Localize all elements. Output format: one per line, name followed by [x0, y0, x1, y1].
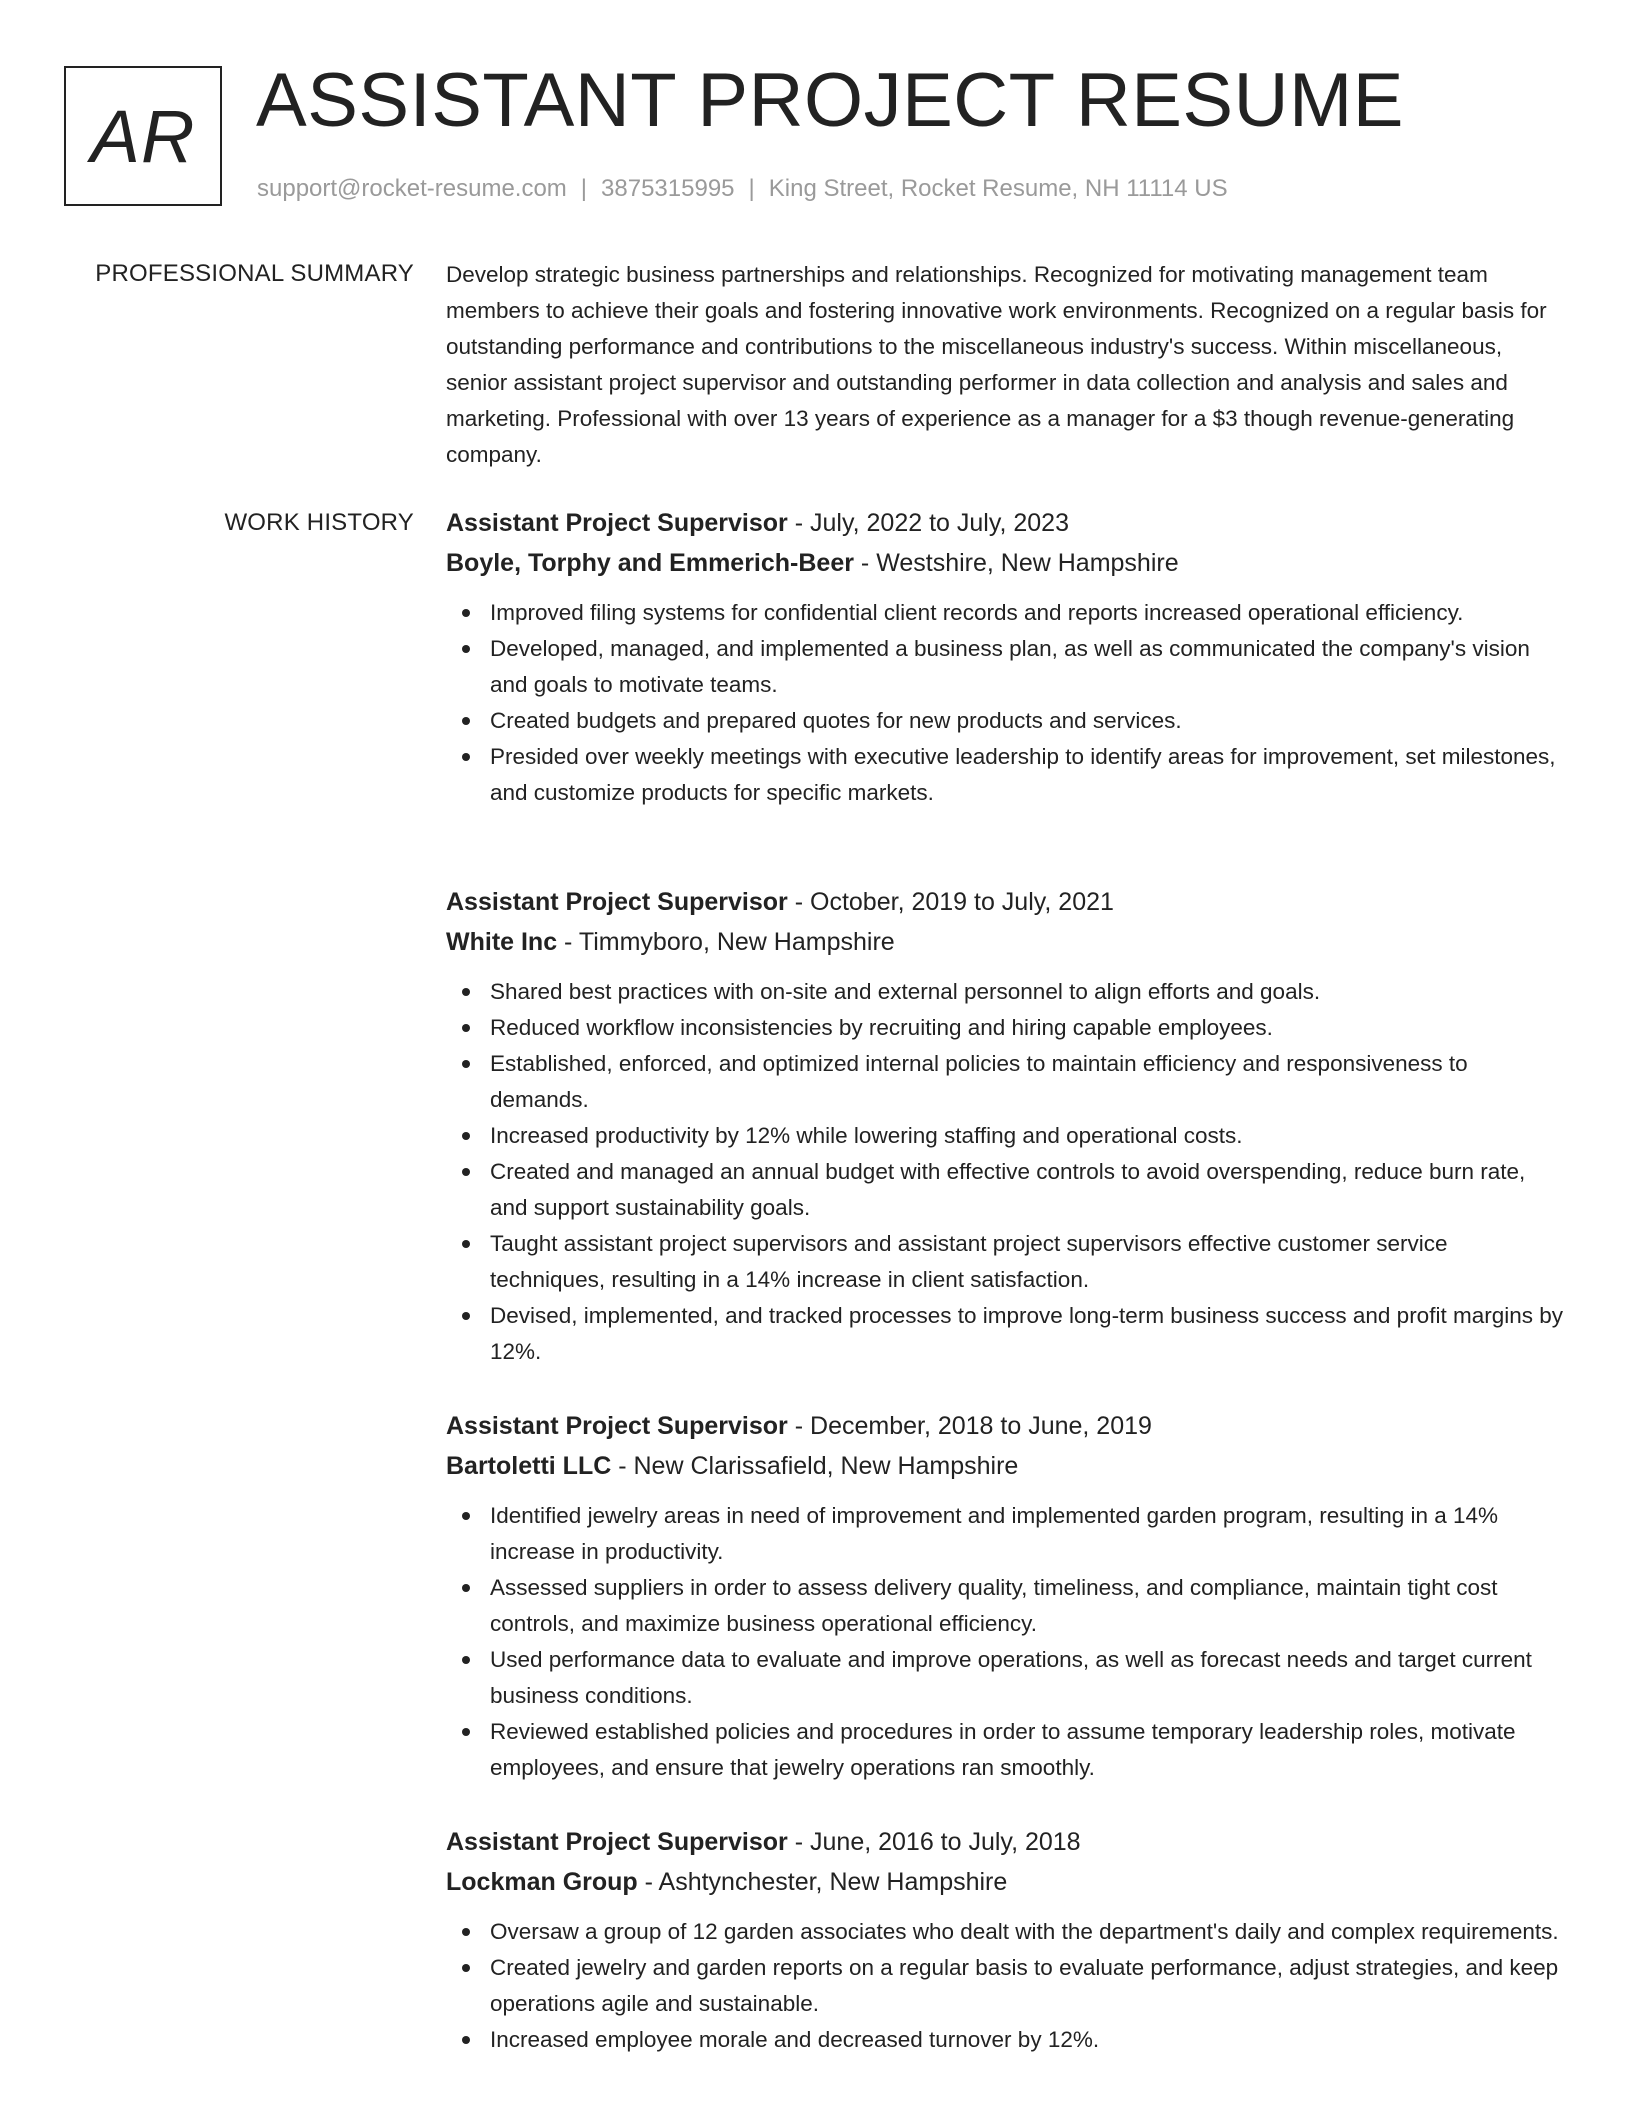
- job-dates: - July, 2022 to July, 2023: [787, 509, 1069, 537]
- job-bullet: [446, 1714, 1566, 1786]
- job-bullet-text: Created and managed an annual budget with effective controls to avoid overspending, reduce burn rate, and support sustainability goals.: [490, 1159, 1526, 1220]
- job-bullet: [446, 1226, 1566, 1298]
- job-bullet-text: Established, enforced, and optimized internal policies to maintain efficiency and responsiveness to demands.: [490, 1051, 1468, 1112]
- job-bullet-text: Reviewed established policies and procedures in order to assume temporary leadership roles, motivate employees, and ensure that jewelry operations ran smoothly.: [490, 1719, 1516, 1780]
- bullet-dot-icon: [462, 1312, 470, 1320]
- job-title-line: [446, 1406, 1566, 1446]
- bullet-dot-icon: [462, 1168, 470, 1176]
- monogram-initials: AR: [90, 94, 196, 178]
- job-bullet: [446, 1914, 1566, 1950]
- bullet-dot-icon: [462, 717, 470, 725]
- job-bullet: [446, 2022, 1566, 2058]
- bullet-dot-icon: [462, 1728, 470, 1736]
- job-dates: - December, 2018 to June, 2019: [787, 1412, 1152, 1440]
- job-title: Assistant Project Supervisor: [446, 1828, 788, 1856]
- job-bullet: [446, 1642, 1566, 1714]
- job-bullet: [446, 631, 1566, 703]
- bullet-dot-icon: [462, 1964, 470, 1972]
- job-bullet: [446, 974, 1566, 1010]
- job-bullet-text: Assessed suppliers in order to assess delivery quality, timeliness, and compliance, maintain tight cost controls, and maximize business operational efficiency.: [490, 1575, 1498, 1636]
- job-title: Assistant Project Supervisor: [446, 509, 788, 537]
- job-bullet-text: Reduced workflow inconsistencies by recruiting and hiring capable employees.: [490, 1015, 1273, 1040]
- job-bullet: [446, 739, 1566, 811]
- bullet-dot-icon: [462, 609, 470, 617]
- summary-section: [446, 257, 1566, 473]
- job-bullet-text: Shared best practices with on-site and external personnel to align efforts and goals.: [490, 979, 1321, 1004]
- job-bullet-text: Improved filing systems for confidential client records and reports increased operational efficiency.: [490, 600, 1464, 625]
- bullet-dot-icon: [462, 753, 470, 761]
- job-location: - Westshire, New Hampshire: [853, 549, 1179, 577]
- job-bullet-text: Created jewelry and garden reports on a regular basis to evaluate performance, adjust strategies, and keep operations agile and sustainable.: [490, 1955, 1559, 2016]
- job-title-line: [446, 1822, 1566, 1862]
- job-company: Boyle, Torphy and Emmerich-Beer: [446, 549, 854, 577]
- job-bullet: [446, 1950, 1566, 2022]
- contact-phone: 3875315995: [601, 175, 735, 202]
- job-title-line: [446, 503, 1566, 543]
- job-company-line: [446, 1862, 1566, 1902]
- job-bullet-list: [446, 974, 1566, 1370]
- job-company: White Inc: [446, 928, 558, 956]
- job-bullet-text: Presided over weekly meetings with executive leadership to identify areas for improvement, set milestones, and customize products for specific markets.: [490, 744, 1556, 805]
- bullet-dot-icon: [462, 1928, 470, 1936]
- contact-email: support@rocket-resume.com: [257, 175, 567, 202]
- job-bullet-text: Developed, managed, and implemented a business plan, as well as communicated the company's vision and goals to motivate teams.: [490, 636, 1530, 697]
- job-bullet-text: Increased employee morale and decreased turnover by 12%.: [490, 2027, 1100, 2052]
- bullet-dot-icon: [462, 1656, 470, 1664]
- contact-line: [257, 174, 1228, 204]
- bullet-dot-icon: [462, 645, 470, 653]
- job-company-line: [446, 922, 1566, 962]
- job-bullet-list: [446, 595, 1566, 811]
- job-bullet-text: Oversaw a group of 12 garden associates who dealt with the department's daily and complex requirements.: [490, 1919, 1559, 1944]
- job-bullet: [446, 1298, 1566, 1370]
- job-bullet: [446, 1046, 1566, 1118]
- job-location: - Ashtynchester, New Hampshire: [637, 1868, 1008, 1896]
- monogram-badge: [64, 66, 222, 206]
- resume-title: ASSISTANT PROJECT RESUME: [256, 58, 1404, 143]
- job-location: - New Clarissafield, New Hampshire: [611, 1452, 1019, 1480]
- summary-text: Develop strategic business partnerships and relationships. Recognized for motivating management team members to achieve their goals and fostering innovative work environments. Recognized on a regular basis for outstanding performance and contributions to the miscellaneous industry's success. Within miscellaneous, senior assistant project supervisor and outstanding performer in data collection and analysis and sales and marketing. Professional with over 13 years of experience as a manager for a $3 though revenue-generating company.: [446, 262, 1547, 467]
- job-entry: [446, 1406, 1566, 1786]
- job-bullet-text: Used performance data to evaluate and improve operations, as well as forecast needs and target current business conditions.: [490, 1647, 1532, 1708]
- bullet-dot-icon: [462, 1024, 470, 1032]
- job-title-line: [446, 882, 1566, 922]
- bullet-dot-icon: [462, 2036, 470, 2044]
- job-bullet-list: [446, 1498, 1566, 1786]
- job-bullet: [446, 1570, 1566, 1642]
- job-bullet: [446, 595, 1566, 631]
- job-dates: - June, 2016 to July, 2018: [787, 1828, 1081, 1856]
- bullet-dot-icon: [462, 1512, 470, 1520]
- job-bullet: [446, 1154, 1566, 1226]
- contact-separator: |: [580, 175, 588, 202]
- job-bullet: [446, 703, 1566, 739]
- job-entry: [446, 1822, 1566, 2058]
- bullet-dot-icon: [462, 1132, 470, 1140]
- bullet-dot-icon: [462, 1060, 470, 1068]
- summary-section-label: PROFESSIONAL SUMMARY: [95, 260, 414, 287]
- bullet-dot-icon: [462, 988, 470, 996]
- job-entry: [446, 503, 1566, 811]
- job-bullet-text: Created budgets and prepared quotes for new products and services.: [490, 708, 1182, 733]
- work-history-section-label: WORK HISTORY: [224, 509, 414, 536]
- job-company-line: [446, 543, 1566, 583]
- job-bullet: [446, 1010, 1566, 1046]
- job-bullet-text: Identified jewelry areas in need of improvement and implemented garden program, resulting in a 14% increase in productivity.: [490, 1503, 1499, 1564]
- job-bullet-text: Devised, implemented, and tracked processes to improve long-term business success and profit margins by 12%.: [490, 1303, 1563, 1364]
- job-title: Assistant Project Supervisor: [446, 1412, 788, 1440]
- job-dates: - October, 2019 to July, 2021: [787, 888, 1114, 916]
- bullet-dot-icon: [462, 1240, 470, 1248]
- job-entry: [446, 882, 1566, 1370]
- job-bullet: [446, 1498, 1566, 1570]
- job-location: - Timmyboro, New Hampshire: [557, 928, 895, 956]
- job-bullet-text: Increased productivity by 12% while lowering staffing and operational costs.: [490, 1123, 1243, 1148]
- job-bullet-text: Taught assistant project supervisors and assistant project supervisors effective customer service techniques, resulting in a 14% increase in client satisfaction.: [490, 1231, 1448, 1292]
- job-title: Assistant Project Supervisor: [446, 888, 788, 916]
- job-company: Bartoletti LLC: [446, 1452, 612, 1480]
- job-company: Lockman Group: [446, 1868, 638, 1896]
- bullet-dot-icon: [462, 1584, 470, 1592]
- job-bullet-list: [446, 1914, 1566, 2058]
- job-company-line: [446, 1446, 1566, 1486]
- contact-separator: |: [748, 175, 755, 202]
- contact-address: King Street, Rocket Resume, NH 11114 US: [768, 175, 1228, 202]
- job-bullet: [446, 1118, 1566, 1154]
